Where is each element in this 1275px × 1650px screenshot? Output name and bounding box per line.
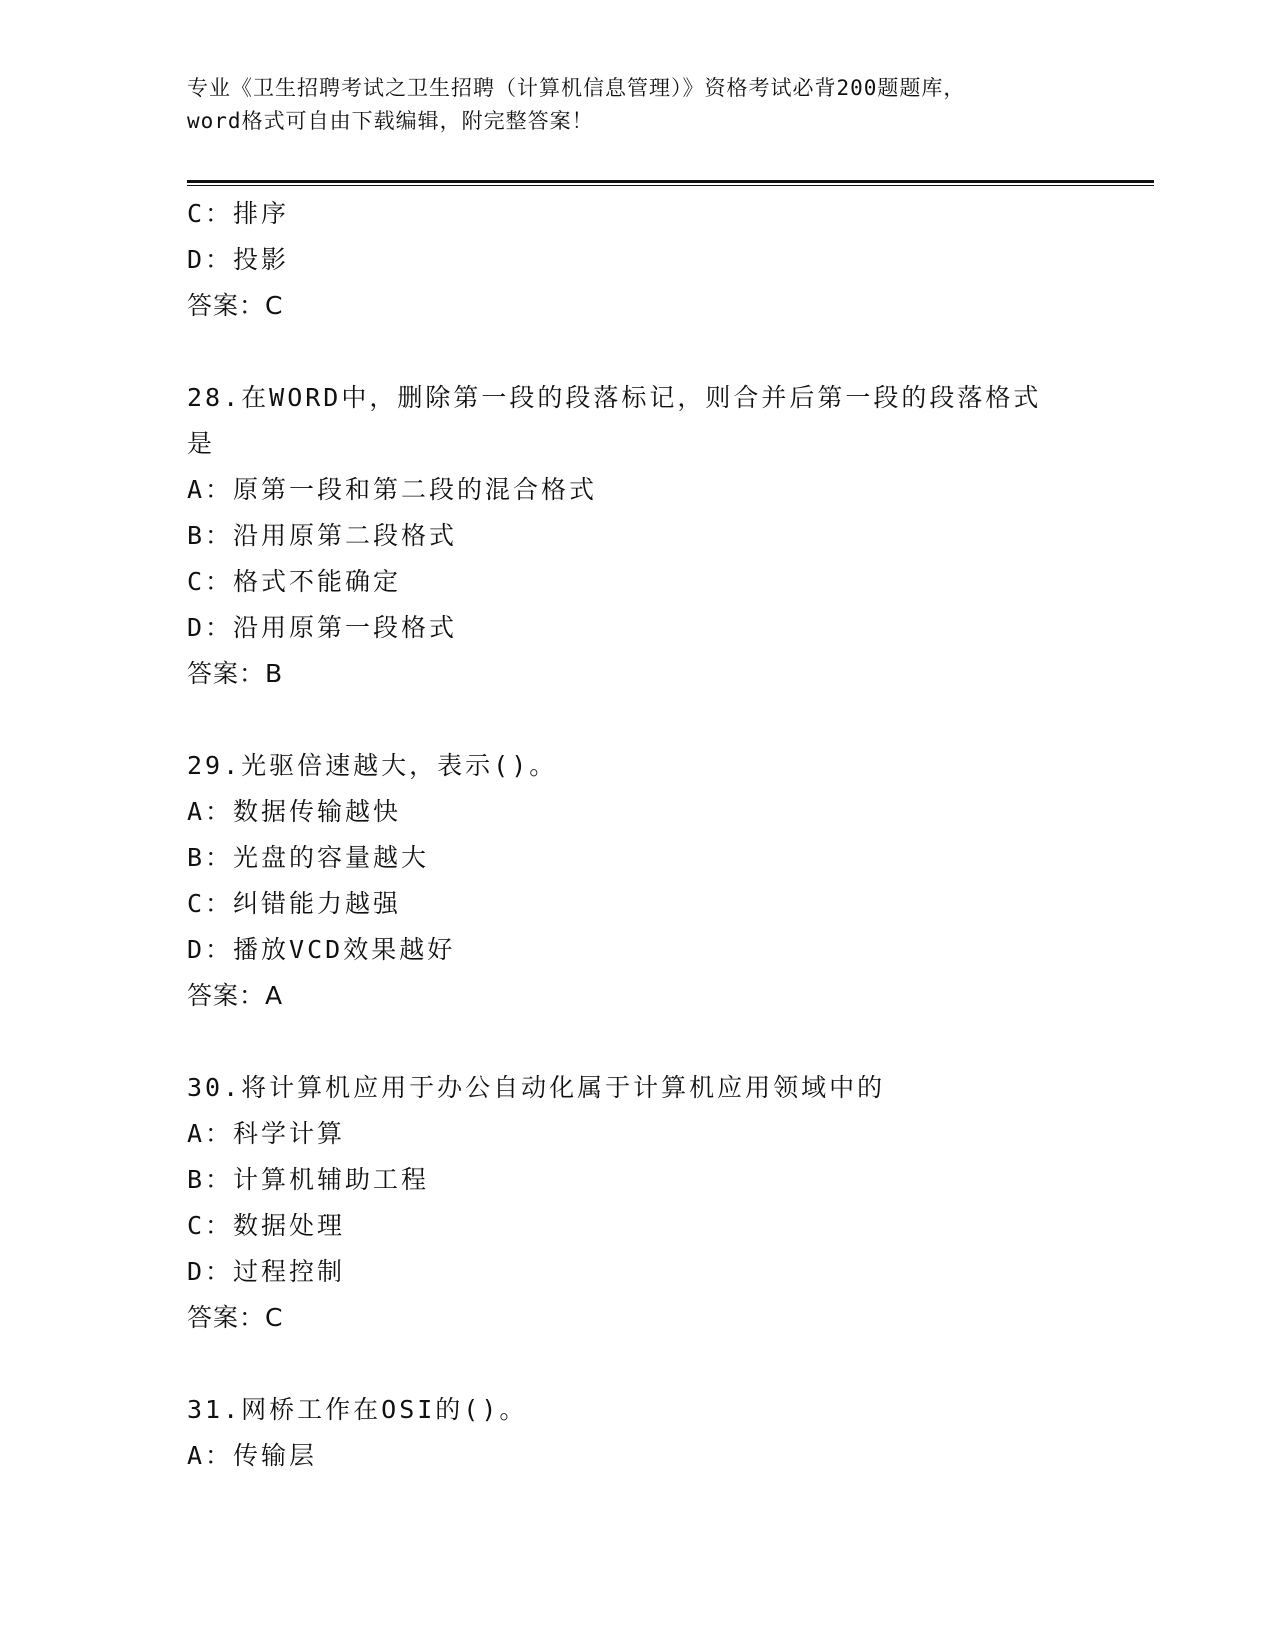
question-stem: 31.网桥工作在OSI的()。: [187, 1395, 528, 1424]
question-stem-continued: 是: [187, 429, 216, 458]
question-spacer: [187, 1341, 1147, 1387]
question-stem: 28.在WORD中，删除第一段的段落标记，则合并后第一段的段落格式: [187, 383, 1042, 412]
document-header: [187, 72, 1087, 138]
question-spacer: [187, 697, 1147, 743]
header-divider-thick: [187, 180, 1154, 183]
option-c: C：数据处理: [187, 1211, 346, 1240]
option-a: A：原第一段和第二段的混合格式: [187, 475, 598, 504]
header-divider-thin: [187, 185, 1154, 186]
option-c: C：纠错能力越强: [187, 889, 402, 918]
question-spacer: [187, 1019, 1147, 1065]
question-29: [187, 743, 1147, 1019]
option-d: D：播放VCD效果越好: [187, 935, 456, 964]
option-b: B：沿用原第二段格式: [187, 521, 458, 550]
option-d: D：投影: [187, 245, 290, 274]
answer-line: 答案：C: [187, 1303, 284, 1332]
question-28: [187, 375, 1147, 697]
option-d: D：过程控制: [187, 1257, 346, 1286]
question-stem: 29.光驱倍速越大，表示()。: [187, 751, 558, 780]
question-list: [187, 191, 1147, 1479]
answer-line: 答案：B: [187, 659, 284, 688]
answer-line: 答案：C: [187, 291, 284, 320]
option-c: C：格式不能确定: [187, 567, 402, 596]
header-title-line-2: word格式可自由下载编辑，附完整答案！: [187, 109, 594, 133]
option-a: A：传输层: [187, 1441, 318, 1470]
question-30: [187, 1065, 1147, 1341]
option-c: C：排序: [187, 199, 290, 228]
question-spacer: [187, 329, 1147, 375]
question-27-tail: [187, 191, 1147, 329]
option-d: D：沿用原第一段格式: [187, 613, 458, 642]
option-b: B：计算机辅助工程: [187, 1165, 430, 1194]
header-title-line-1: 专业《卫生招聘考试之卫生招聘（计算机信息管理）》资格考试必背200题题库，: [187, 76, 966, 100]
question-31: [187, 1387, 1147, 1479]
option-b: B：光盘的容量越大: [187, 843, 430, 872]
option-a: A：数据传输越快: [187, 797, 402, 826]
option-a: A：科学计算: [187, 1119, 346, 1148]
question-stem: 30.将计算机应用于办公自动化属于计算机应用领域中的: [187, 1073, 886, 1102]
answer-line: 答案：A: [187, 981, 284, 1010]
